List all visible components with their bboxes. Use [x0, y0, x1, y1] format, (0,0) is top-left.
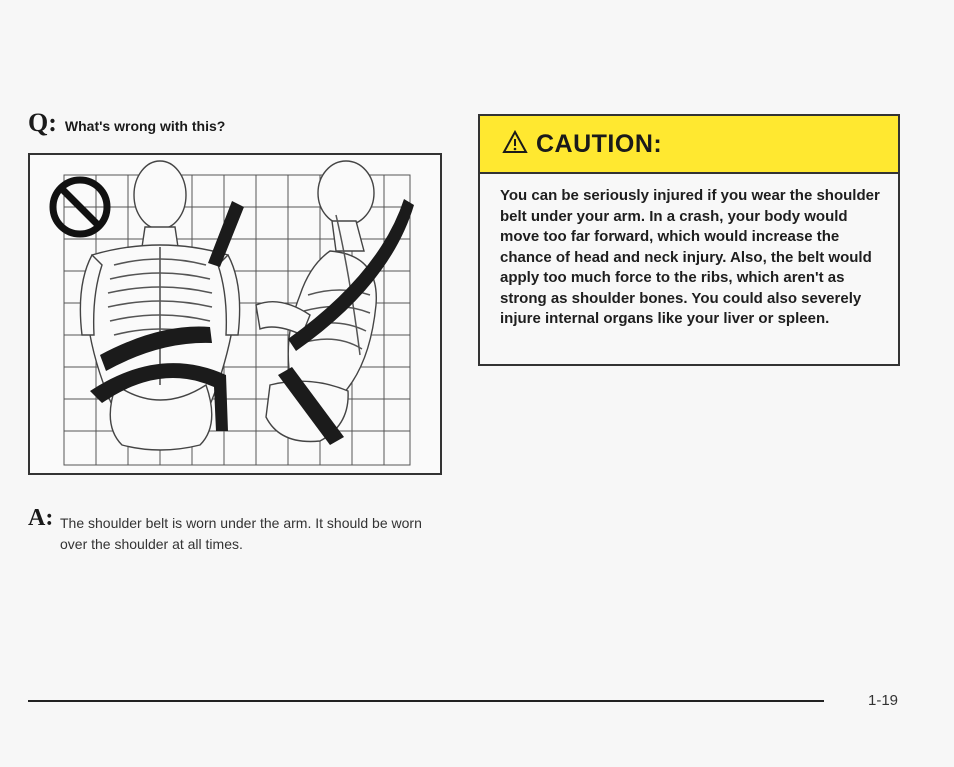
caution-header — [480, 116, 898, 174]
caution-box — [478, 114, 900, 366]
skeleton-belt-drawing — [30, 155, 440, 473]
question-text: What's wrong with this? — [64, 118, 226, 134]
answer-text: The shoulder belt is worn under the arm. It should be worn over the shoulder at all times. — [60, 515, 422, 552]
page-number: 1-19 — [868, 692, 899, 709]
question-letter: Q: — [28, 108, 57, 137]
seatbelt-illustration — [28, 153, 442, 475]
caution-title: CAUTION: — [536, 129, 663, 158]
answer-letter: A: — [28, 505, 54, 531]
question — [28, 108, 225, 138]
caution-text: You can be seriously injured if you wear the shoulder belt under your arm. In a crash, your body would move too far forward, which would increase the chance of head and neck injury. Also, the belt would apply too much force to the ribs, which aren't as strong as shoulder bones. You could also severely injure internal organs like your liver or spleen. — [500, 187, 880, 327]
footer-rule — [28, 700, 824, 702]
warning-triangle-icon — [502, 130, 528, 159]
